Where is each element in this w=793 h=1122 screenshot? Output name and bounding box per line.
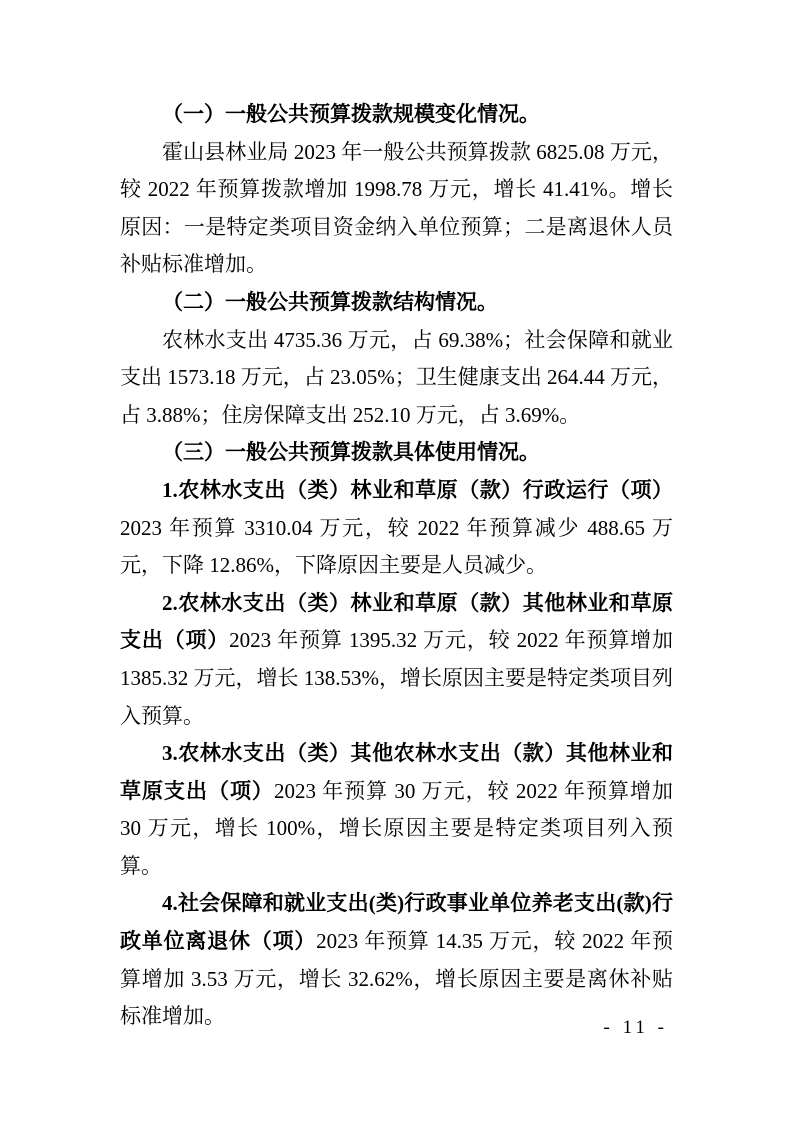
section-1-heading: （一）一般公共预算拨款规模变化情况。 <box>162 102 540 126</box>
section-2-paragraph-1-text: 农林水支出 4735.36 万元，占 69.38%；社会保障和就业支出 1573.18 万元，占 23.05%；卫生健康支出 264.44 万元，占 3.88%；住房保障支出 252.10 万元，占 3.69%。 <box>120 327 673 427</box>
section-3-paragraph-2 <box>120 585 673 735</box>
section-3-paragraph-2-lead: 2.农林水支出（类）林业和草原（款）其他林业和草原支出（项） <box>120 590 673 653</box>
section-3-paragraph-4 <box>120 885 673 1035</box>
section-1-paragraph-1-text: 霍山县林业局 2023 年一般公共预算拨款 6825.08 万元，较 2022 年预算拨款增加 1998.78 万元，增长 41.41%。增长原因：一是特定类项目资金纳入单位预算；二是离退休人员补贴标准增加。 <box>120 139 673 277</box>
section-2-heading: （二）一般公共预算拨款结构情况。 <box>162 289 498 314</box>
section-3-heading: （三）一般公共预算拨款具体使用情况。 <box>162 440 540 465</box>
section-1-paragraph-1 <box>120 134 673 284</box>
section-2-paragraph-1 <box>120 322 673 435</box>
page-content <box>120 96 673 1036</box>
section-3-paragraph-1-text: 2023 年预算 3310.04 万元，较 2022 年预算减少 488.65 万元，下降 12.86%，下降原因主要是人员减少。 <box>120 515 673 578</box>
section-3-paragraph-3-text: 2023 年预算 30 万元，较 2022 年预算增加 30 万元，增长 100%，增长原因主要是特定类项目列入预算。 <box>120 778 674 878</box>
section-3-paragraph-3-lead: 3.农林水支出（类）其他农林水支出（款）其他林业和草原支出（项） <box>120 741 673 803</box>
section-3-paragraph-1 <box>120 472 673 585</box>
section-3-paragraph-4-lead: 4.社会保障和就业支出(类)行政事业单位养老支出(款)行政单位离退休（项） <box>120 891 673 954</box>
section-3-paragraph-2-text: 2023 年预算 1395.32 万元，较 2022 年预算增加 1385.32 万元，增长 138.53%，增长原因主要是特定类项目列入预算。 <box>120 628 674 728</box>
section-3-paragraph-3 <box>120 735 673 885</box>
page-number: - 11 - <box>603 1017 668 1038</box>
section-3-paragraph-1-lead: 1.农林水支出（类）林业和草原（款）行政运行（项） <box>162 477 673 502</box>
section-3-paragraph-4-text: 2023 年预算 14.35 万元，较 2022 年预算增加 3.53 万元，增长 32.62%，增长原因主要是离休补贴标准增加。 <box>120 929 674 1029</box>
